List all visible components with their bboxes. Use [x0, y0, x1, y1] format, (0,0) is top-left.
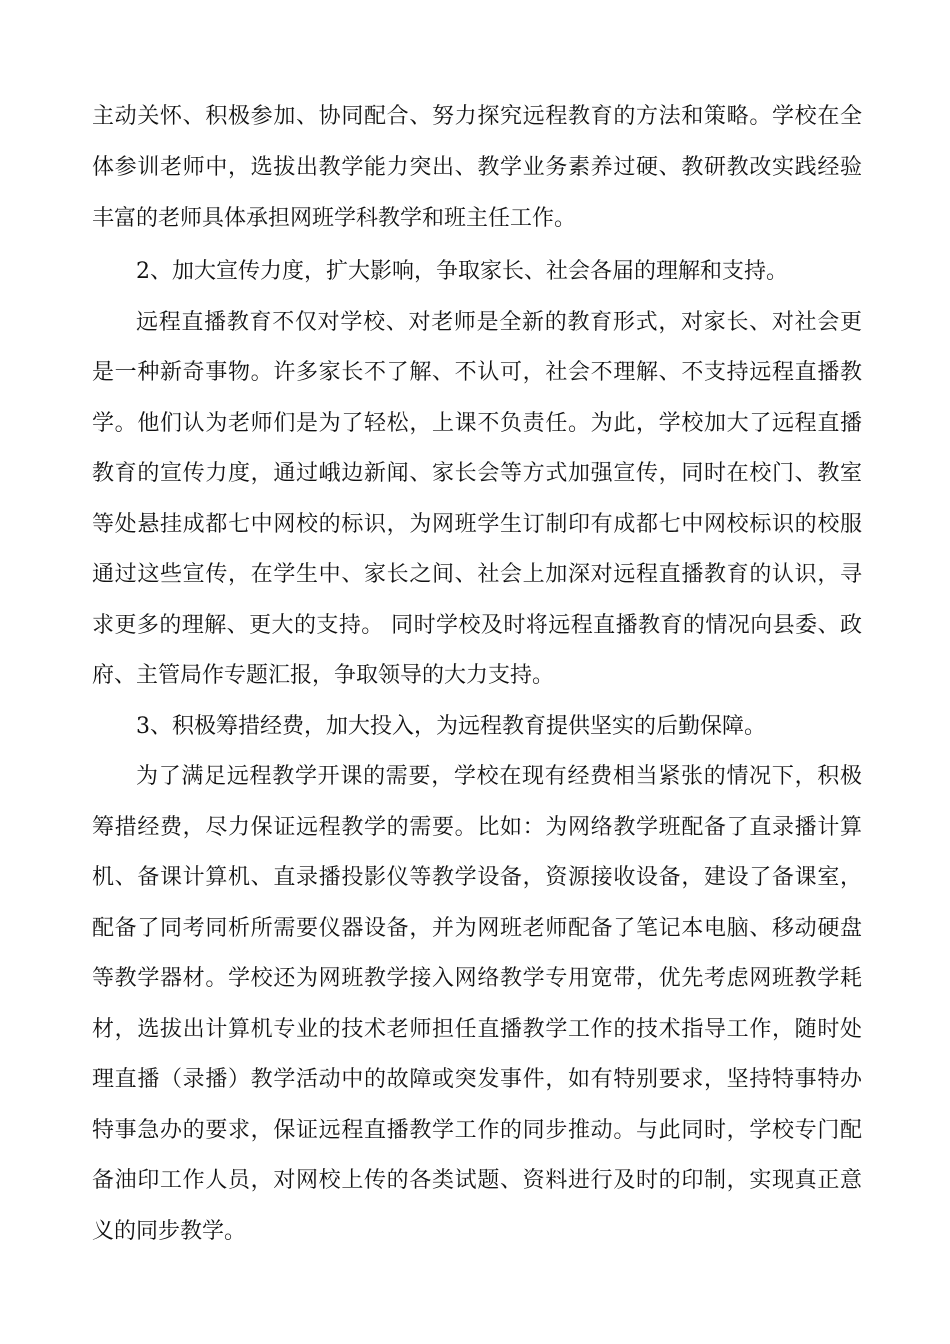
text-line: 丰富的老师具体承担网班学科教学和班主任工作。 — [92, 206, 577, 231]
section-heading-3: 3、积极筹措经费，加大投入，为远程教育提供坚实的后勤保障。 — [136, 714, 766, 739]
text-line: 远程直播教育不仅对学校、对老师是全新的教育形式，对家长、对社会更 — [136, 310, 862, 335]
text-line: 等处悬挂成都七中网校的标识，为网班学生订制印有成都七中网校标识的校服 — [92, 512, 862, 537]
text-line: 体参训老师中，选拔出教学能力突出、教学业务素养过硬、教研教改实践经验 — [92, 155, 862, 180]
text-line: 特事急办的要求，保证远程直播教学工作的同步推动。与此同时，学校专门配 — [92, 1118, 862, 1143]
text-line: 等教学器材。学校还为网班教学接入网络教学专用宽带，优先考虑网班教学耗 — [92, 966, 862, 991]
text-line: 筹措经费，尽力保证远程教学的需要。比如：为网络教学班配备了直录播计算 — [92, 815, 862, 840]
text-line: 求更多的理解、更大的支持。 同时学校及时将远程直播教育的情况向县委、政 — [92, 613, 862, 638]
text-line: 为了满足远程教学开课的需要，学校在现有经费相当紧张的情况下，积极 — [136, 764, 862, 789]
text-line: 主动关怀、积极参加、协同配合、努力探究远程教育的方法和策略。学校在全 — [92, 104, 862, 129]
text-line: 材，选拔出计算机专业的技术老师担任直播教学工作的技术指导工作，随时处 — [92, 1017, 862, 1042]
text-line: 机、备课计算机、直录播投影仪等教学设备，资源接收设备，建设了备课室， — [92, 865, 862, 890]
text-line: 义的同步教学。 — [92, 1219, 247, 1244]
text-line: 府、主管局作专题汇报，争取领导的大力支持。 — [92, 663, 555, 688]
text-line: 配备了同考同析所需要仪器设备，并为网班老师配备了笔记本电脑、移动硬盘 — [92, 916, 862, 941]
text-line: 通过这些宣传，在学生中、家长之间、社会上加深对远程直播教育的认识，寻 — [92, 562, 862, 587]
text-line: 教育的宣传力度，通过峨边新闻、家长会等方式加强宣传，同时在校门、教室 — [92, 461, 862, 486]
text-line: 学。他们认为老师们是为了轻松，上课不负责任。为此，学校加大了远程直播 — [92, 411, 862, 436]
text-line: 是一种新奇事物。许多家长不了解、不认可，社会不理解、不支持远程直播教 — [92, 360, 862, 385]
section-heading-2: 2、加大宣传力度，扩大影响，争取家长、社会各届的理解和支持。 — [136, 259, 788, 284]
text-line: 备油印工作人员，对网校上传的各类试题、资料进行及时的印制，实现真正意 — [92, 1168, 862, 1193]
text-line: 理直播（录播）教学活动中的故障或突发事件，如有特别要求，坚持特事特办 — [92, 1067, 862, 1092]
